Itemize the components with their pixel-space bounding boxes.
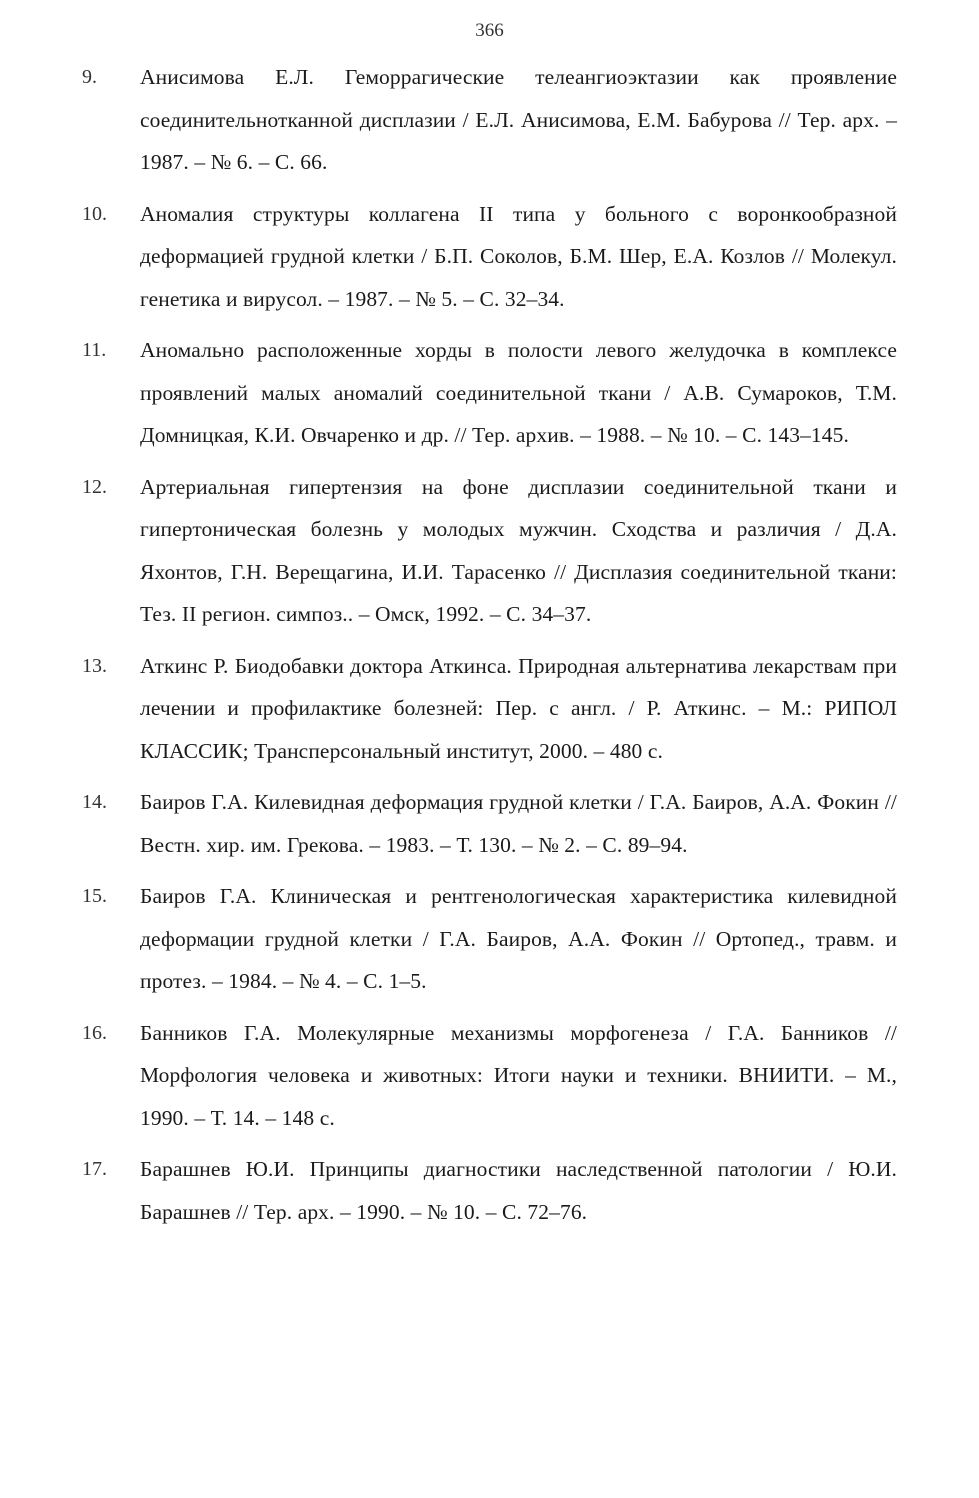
reference-text: Банников Г.А. Молекулярные механизмы морфогенеза / Г.А. Банников // Морфология человека и животных: Итоги науки и техники. ВНИИТИ. – М., 1990. – Т. 14. – 148 с. (140, 1020, 897, 1130)
reference-number: 11. (82, 339, 107, 361)
reference-item (82, 1012, 897, 1140)
reference-text: Аткинс Р. Биодобавки доктора Аткинса. Природная альтернатива лекарствам при лечении и профилактике болезней: Пер. с англ. / Р. Аткинс. – М.: РИПОЛ КЛАССИК; Трансперсональный институт, 2000. – 480 с. (140, 653, 897, 763)
reference-item (82, 1148, 897, 1233)
reference-text: Барашнев Ю.И. Принципы диагностики наследственной патологии / Ю.И. Барашнев // Тер. арх. – 1990. – № 10. – С. 72–76. (140, 1157, 897, 1224)
reference-item (82, 329, 897, 457)
reference-text: Анисимова Е.Л. Геморрагические телеангиоэктазии как проявление соединительнотканной дисплазии / Е.Л. Анисимова, Е.М. Бабурова // Тер. арх. – 1987. – № 6. – С. 66. (140, 65, 897, 174)
reference-item (82, 466, 897, 636)
reference-text: Артериальная гипертензия на фоне дисплазии соединительной ткани и гипертоническая болезнь у молодых мужчин. Сходства и различия / Д.А. Яхонтов, Г.Н. Верещагина, И.И. Тарасенко // Дисплазия соединительной ткани: Тез. II регион. симпоз.. – Омск, 1992. – С. 34–37. (140, 474, 897, 626)
reference-item (82, 781, 897, 866)
reference-item (82, 875, 897, 1003)
reference-number: 15. (82, 885, 107, 907)
reference-number: 14. (82, 791, 107, 813)
reference-list (82, 56, 897, 1242)
reference-item (82, 645, 897, 773)
page-number: 366 (475, 20, 504, 41)
reference-number: 9. (82, 66, 97, 88)
reference-number: 12. (82, 475, 107, 498)
reference-text: Баиров Г.А. Килевидная деформация грудной клетки / Г.А. Баиров, А.А. Фокин // Вестн. хир. им. Грекова. – 1983. – Т. 130. – № 2. – С. 89–94. (140, 790, 897, 857)
reference-number: 16. (82, 1021, 107, 1044)
reference-text: Аномально расположенные хорды в полости левого желудочка в комплексе проявлений малых аномалий соединительной ткани / А.В. Сумароков, Т.М. Домницкая, К.И. Овчаренко и др. // Тер. архив. – 1988. – № 10. – С. 143–145. (140, 338, 897, 447)
reference-number: 10. (82, 202, 107, 225)
reference-item (82, 56, 897, 184)
reference-number: 17. (82, 1158, 107, 1180)
reference-text: Аномалия структуры коллагена II типа у больного с воронкообразной деформацией грудной клетки / Б.П. Соколов, Б.М. Шер, Е.А. Козлов // Молекул. генетика и вирусол. – 1987. – № 5. – С. 32–34. (140, 201, 897, 311)
reference-item (82, 193, 897, 321)
reference-number: 13. (82, 654, 107, 677)
reference-text: Баиров Г.А. Клиническая и рентгенологическая характеристика килевидной деформации грудной клетки / Г.А. Баиров, А.А. Фокин // Ортопед., травм. и протез. – 1984. – № 4. – С. 1–5. (140, 884, 897, 993)
